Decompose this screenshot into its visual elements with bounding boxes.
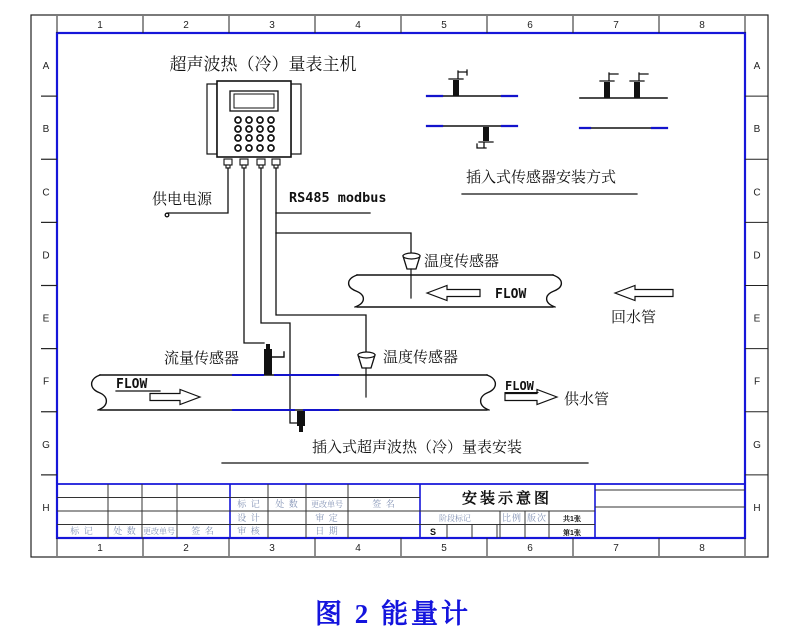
flow-transducer-downstream [297,411,305,432]
right-band-row-label: F [753,376,761,388]
top-band-column-label: 6 [527,20,533,31]
power-label: 供电电源 [152,191,213,208]
left-band-row-label: G [42,439,50,451]
top-band-column-label: 4 [355,20,361,31]
tb-rev-sign: 签 名 [372,499,396,509]
return-flow-text: FLOW [495,287,527,302]
left-band-row-label: H [42,502,50,514]
tb-bottom-sign: 签 名 [191,526,215,536]
right-band-row-label: E [753,313,761,325]
return-pipe-label: 回水管 [611,309,657,326]
bottom-band-column-label: 1 [97,543,103,554]
bottom-band-column-label: 6 [527,543,533,554]
rs485-label: RS485 modbus [289,190,387,206]
left-band-row-label: C [42,187,50,199]
insertion-mounting-detail [427,70,667,148]
return-pipe-break-left [349,275,364,307]
lower-temp-label: 温度传感器 [383,349,459,366]
tb-sheets-total: 共1张 [563,516,581,523]
right-band-row-label: D [753,250,761,262]
top-band-column-label: 5 [441,20,447,31]
tb-rev-mark: 标 记 [237,499,261,509]
tb-date: 日 期 [315,526,339,536]
left-band-row-label: D [42,250,50,262]
bottom-band-column-label: 5 [441,543,447,554]
tb-review: 审 定 [315,513,339,523]
border-bands [41,16,768,556]
install-label: 插入式超声波热（冷）量表安装 [312,439,523,456]
right-band-row-label: G [753,439,761,451]
left-band-row-label: F [42,376,50,388]
tb-scale: 比例 [501,513,523,523]
device-connectors [224,159,280,168]
right-band-row-label: B [753,124,761,136]
drawing-title: 安装示意图 [461,490,553,507]
detail-sensor-v-right [630,73,648,98]
supply-pipe [92,375,496,410]
flow-down-transducer-cable [261,168,297,423]
return-pipe-break-right [547,275,562,307]
supply-flow-text-right: FLOW [505,379,534,393]
device-body [217,81,291,157]
sheet-blue-frame [57,33,745,538]
top-band-column-label: 2 [183,20,189,31]
tb-rev-count: 处 数 [275,499,299,509]
device-left-flange [207,84,217,154]
tb-design: 设 计 [237,513,261,523]
left-band-row-label: E [42,313,50,325]
top-band-column-label: 7 [613,20,619,31]
right-band-row-label: H [753,502,761,514]
return-flow-arrow [427,286,480,301]
top-band-column-label: 1 [97,20,103,31]
figure-caption: 图 2 能量计 [315,599,471,629]
tb-rev-order: 更改单号 [311,500,343,509]
tb-version: 版次 [526,513,548,523]
flow-sensor-label: 流量传感器 [164,350,240,367]
host-title-label: 超声波热（冷）量表主机 [169,55,357,74]
flow-transducer-upstream [264,344,284,375]
upper-temp-cable [276,233,411,252]
title-block [57,484,745,538]
bottom-band-column-label: 2 [183,543,189,554]
tb-bottom-count: 处 数 [113,526,137,536]
supply-flow-arrow-left [150,390,200,405]
sheet-outer-border [31,15,768,557]
meter-host-device [207,81,301,168]
right-band-row-label: A [753,61,761,72]
tb-sheet-no: 第1张 [563,530,581,537]
bottom-band-column-label: 4 [355,543,361,554]
detail-sensor-v-left [600,73,618,98]
top-band-column-label: 8 [699,20,705,31]
tb-bottom-mark: 标 记 [70,526,94,536]
device-right-flange [291,84,301,154]
insertion-method-label: 插入式传感器安装方式 [466,169,617,186]
tb-s-label: S [429,527,437,537]
top-band-column-label: 3 [269,20,275,31]
supply-pipe-label: 供水管 [564,391,610,408]
bottom-band-column-label: 7 [613,543,619,554]
tb-bottom-order: 更改单号 [143,527,175,536]
tb-stage-mark: 阶段标记 [439,514,471,523]
return-pipe-direction-arrow [615,286,673,301]
diagram [92,54,673,463]
bottom-band-column-label: 8 [699,543,705,554]
power-cable-terminal-dot [165,213,169,217]
upper-temp-label: 温度传感器 [424,253,500,270]
detail-sensor-z-top [449,70,467,96]
supply-pipe-break-right [481,375,496,410]
supply-flow-text-left: FLOW [116,377,148,392]
left-band-row-label: B [42,124,50,136]
detail-sensor-z-bottom [477,127,493,148]
bottom-band-column-label: 3 [269,543,275,554]
tb-check: 审 核 [237,526,261,536]
supply-pipe-break-left [92,375,107,410]
left-band-row-label: A [42,61,50,72]
right-band-row-label: C [753,187,761,199]
